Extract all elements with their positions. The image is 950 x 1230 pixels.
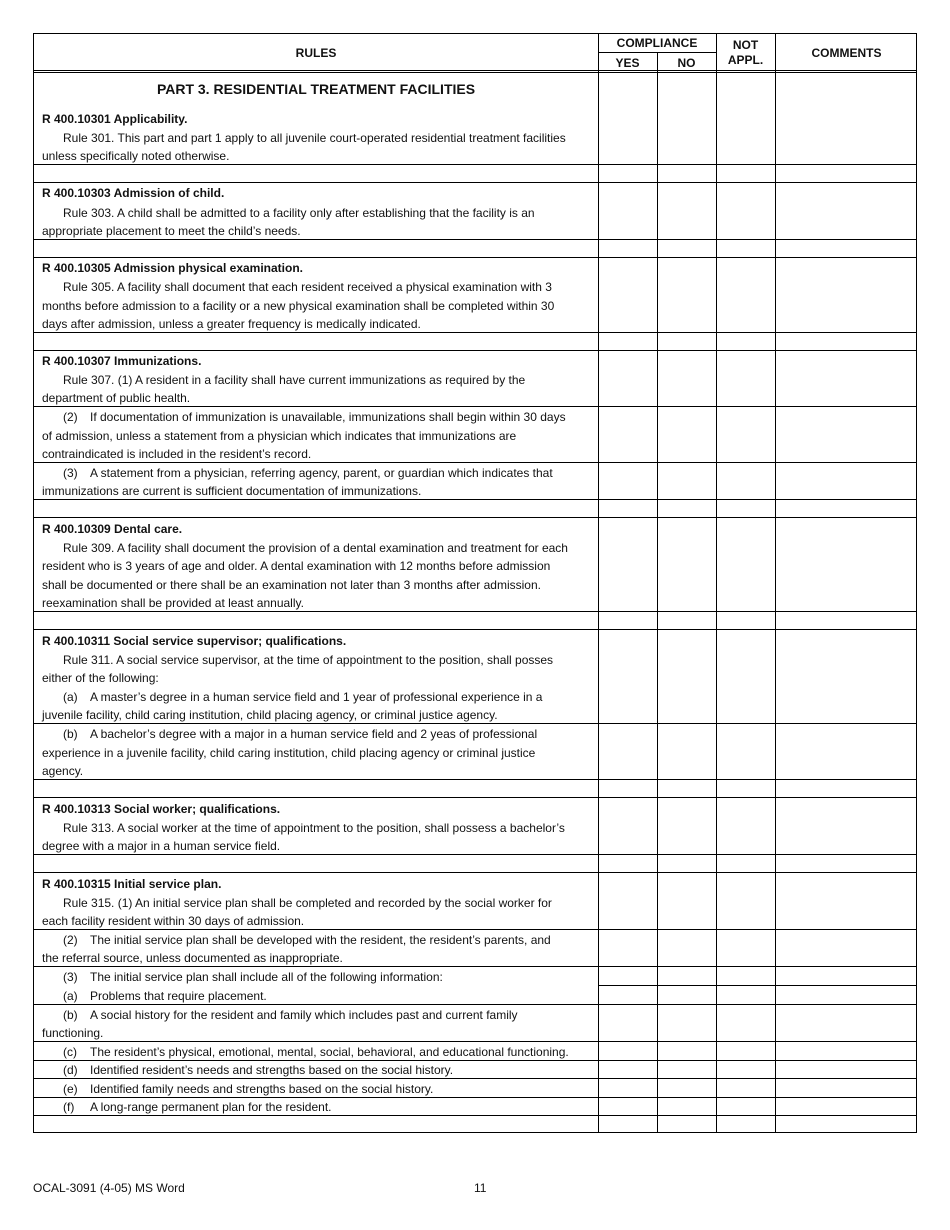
rule-text: the referral source, unless documented as inappropriate. [42,951,343,965]
header-not: NOT [732,38,759,52]
rule-heading: R 400.10315 Initial service plan. [42,877,222,891]
row-line [34,629,916,630]
rule-text: experience in a juvenile facility, child caring institution, child placing agency or criminal justice [42,746,536,760]
rule-text: Rule 305. A facility shall document that each resident received a physical examination with 3 [63,280,552,294]
rule-text: days after admission, unless a greater frequency is medically indicated. [42,317,421,331]
item-text: A bachelor’s degree with a major in a human service field and 2 yeas of professional [90,727,538,741]
rule-text [42,688,611,707]
header-compliance: COMPLIANCE [616,36,698,50]
rule-text: degree with a major in a human service field. [42,839,281,853]
item-text: Problems that require placement. [90,989,267,1003]
row-line [34,854,916,855]
item-text: If documentation of immunization is unavailable, immunizations shall begin within 30 days [90,410,566,424]
rule-text [42,968,611,987]
rule-heading: R 400.10305 Admission physical examination. [42,261,303,275]
row-line [34,929,916,930]
rule-text [42,1043,611,1062]
header-no: NO [677,56,696,70]
item-label: (b) [63,727,78,741]
row-line [34,257,916,258]
part-title: PART 3. RESIDENTIAL TREATMENT FACILITIES [156,81,476,97]
rule-heading: R 400.10307 Immunizations. [42,354,202,368]
item-label: (a) [63,989,78,1003]
rule-text [42,1006,611,1025]
item-label: (e) [63,1082,78,1096]
rule-text: Rule 307. (1) A resident in a facility shall have current immunizations as required by the [63,373,526,387]
rule-text: Rule 301. This part and part 1 apply to all juvenile court-operated residential treatment facilities [63,131,566,145]
footer-form-id: OCAL-3091 (4-05) MS Word [33,1181,185,1195]
rule-text [42,725,611,744]
column-divider-no [716,34,717,1132]
row-line [34,517,916,518]
rule-text: Rule 313. A social worker at the time of appointment to the position, shall possess a bachelor’s [63,821,565,835]
rule-text: agency. [42,764,84,778]
cols-row-line [598,985,916,986]
item-label: (3) [63,970,78,984]
item-label: (2) [63,410,78,424]
header-comments: COMMENTS [811,46,882,60]
rule-text: Rule 311. A social service supervisor, at the time of appointment to the position, shall posses [63,653,554,667]
rule-heading: R 400.10313 Social worker; qualifications. [42,802,281,816]
rule-heading: R 400.10309 Dental care. [42,522,183,536]
row-line [34,406,916,407]
row-line [34,350,916,351]
rule-text [42,1061,611,1080]
item-label: (3) [63,466,78,480]
row-line [34,1004,916,1005]
item-label: (f) [63,1100,75,1114]
row-line [34,723,916,724]
item-label: (d) [63,1063,78,1077]
rule-text: of admission, unless a statement from a physician which indicates that immunizations are [42,429,517,443]
rule-text [42,931,611,950]
rule-text [42,1080,611,1099]
rule-heading: R 400.10301 Applicability. [42,112,188,126]
rule-text: immunizations are current is sufficient documentation of immunizations. [42,484,422,498]
compliance-subdivider [598,52,716,53]
item-text: A master’s degree in a human service field and 1 year of professional experience in a [90,690,543,704]
item-text: A long-range permanent plan for the resident. [90,1100,332,1114]
rule-text [42,408,611,427]
header-rules: RULES [295,46,337,60]
rule-text: appropriate placement to meet the child’s needs. [42,224,301,238]
item-text: A social history for the resident and family which includes past and current family [90,1008,518,1022]
compliance-table [33,33,917,1133]
item-label: (c) [63,1045,77,1059]
item-label: (2) [63,933,78,947]
rule-text: functioning. [42,1026,104,1040]
rule-text: juvenile facility, child caring institution, child placing agency, or criminal justice agency. [42,708,498,722]
footer-page-number: 11 [474,1181,487,1195]
rule-text: shall be documented or there shall be an examination not later than 3 months after admission. [42,578,541,592]
header-rule-line [34,70,916,71]
item-label: (a) [63,690,78,704]
row-line [34,779,916,780]
rule-text: reexamination shall be provided at least annually. [42,596,304,610]
row-line [34,797,916,798]
item-text: A statement from a physician, referring agency, parent, or guardian which indicates that [90,466,553,480]
item-text: The resident’s physical, emotional, mental, social, behavioral, and educational functioning. [90,1045,569,1059]
item-text: The initial service plan shall include all of the following information: [90,970,443,984]
rule-heading: R 400.10311 Social service supervisor; qualifications. [42,634,347,648]
row-line [34,182,916,183]
row-line [34,332,916,333]
rule-text: each facility resident within 30 days of admission. [42,914,305,928]
rule-text: months before admission to a facility or a new physical examination shall be completed within 30 [42,299,555,313]
rule-text: unless specifically noted otherwise. [42,149,230,163]
row-line [34,164,916,165]
rule-text: contraindicated is included in the resident’s record. [42,447,312,461]
rule-heading: R 400.10303 Admission of child. [42,186,225,200]
row-line [34,966,916,967]
row-line [34,499,916,500]
header-appl: APPL. [727,53,764,67]
item-label: (b) [63,1008,78,1022]
item-text: Identified resident’s needs and strengths based on the social history. [90,1063,454,1077]
item-text: The initial service plan shall be developed with the resident, the resident’s parents, and [90,933,551,947]
item-text: Identified family needs and strengths based on the social history. [90,1082,434,1096]
column-divider-yes-no [657,53,658,1132]
header-rule-line-2 [34,72,916,73]
header-yes: YES [615,56,640,70]
row-line [34,611,916,612]
row-line [34,1041,916,1042]
row-line [34,1115,916,1116]
row-line [34,462,916,463]
rule-text: either of the following: [42,671,159,685]
row-line [34,872,916,873]
rule-text: Rule 309. A facility shall document the provision of a dental examination and treatment for each [63,541,568,555]
rule-text: department of public health. [42,391,191,405]
rule-text: Rule 303. A child shall be admitted to a facility only after establishing that the facility is an [63,206,535,220]
rule-text [42,464,611,483]
rule-text: resident who is 3 years of age and older. A dental examination with 12 months before admission [42,559,551,573]
rule-text [42,987,611,1006]
rule-text [42,1098,611,1117]
column-divider-appl [775,34,776,1132]
rule-text: Rule 315. (1) An initial service plan shall be completed and recorded by the social worker for [63,896,552,910]
row-line [34,1078,916,1079]
row-line [34,239,916,240]
